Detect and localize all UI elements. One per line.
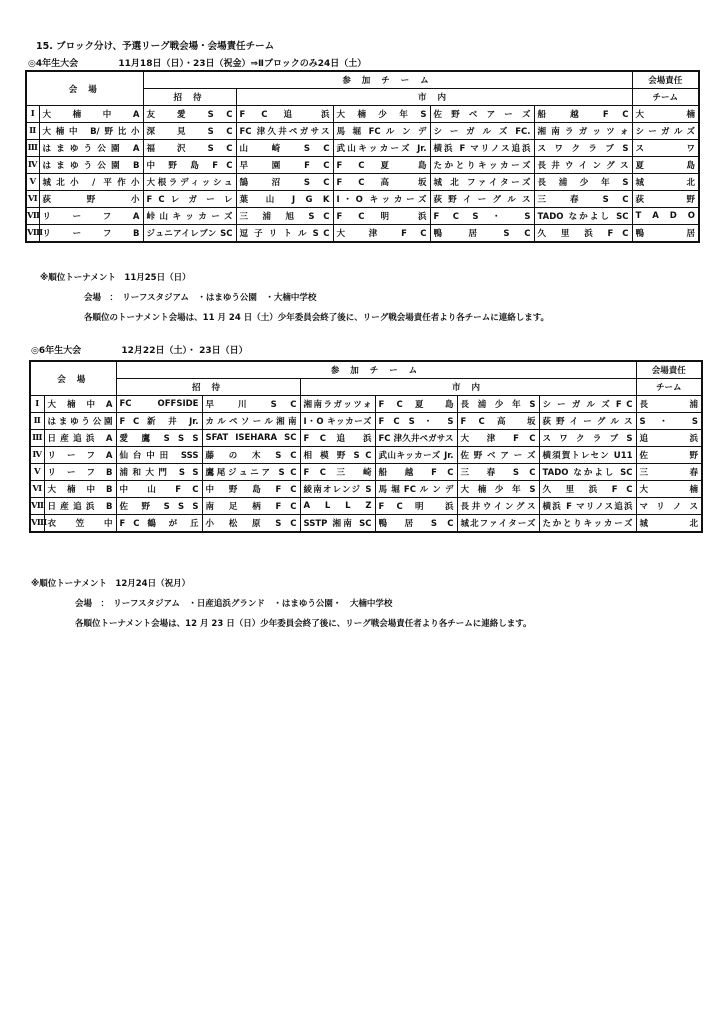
city-team: 武山キッカーズ Jr. (375, 447, 457, 464)
block-number: Ⅰ (26, 106, 39, 123)
invited-team: 浦和大門 S S (116, 464, 202, 481)
city-team: F C S ・ S (375, 413, 457, 430)
city-team: FC 津久井ペガサス (236, 123, 333, 140)
venue-cell: 大楠中 B/野比小 (39, 123, 143, 140)
responsible-team: ス ワ (632, 140, 699, 157)
city-team: たかとりキッカーズ (430, 157, 534, 174)
table-row (26, 106, 699, 123)
city-team: 相 模 野 S C (300, 447, 375, 464)
city-team: 荻 野 イ ー グ ル ス (539, 413, 636, 430)
block-number: Ⅱ (26, 123, 39, 140)
city-team: 綾南オレンジ S (300, 481, 375, 498)
responsible-team: 大 楠 (636, 481, 702, 498)
city-team: シ ー ガ ル ズ FC. (430, 123, 534, 140)
city-team: ス ワ ク ラ ブ S (534, 140, 632, 157)
venue-cell: リ ー フ B (39, 225, 143, 243)
grade4-notes (40, 268, 549, 328)
city-team: 久 里 浜 F C (539, 481, 636, 498)
city-team: 長 浦 少 年 S (534, 174, 632, 191)
invited-team: F C 新 井 Jr. (116, 413, 202, 430)
participants-header: 参 加 チ ー ム (116, 361, 636, 379)
invited-team: 峠山キッカーズ (143, 208, 236, 225)
city-team: TADO なかよし SC (534, 208, 632, 225)
city-team: F C 高 坂 (333, 174, 430, 191)
responsible-team: マ リ ノ ス (636, 498, 702, 515)
city-team: TADO なかよし SC (539, 464, 636, 481)
block-number: Ⅳ (30, 447, 44, 464)
responsible-team: 城 北 (632, 174, 699, 191)
city-team: 三 春 S C (534, 191, 632, 208)
city-team: F C 明 浜 (333, 208, 430, 225)
city-team: ス ワ ク ラ ブ S (539, 430, 636, 447)
grade6-venues-note: 会場 ： リーフスタジアム ・日産追浜グランド ・はまゆう公園・ 大楠中学校 (75, 599, 393, 609)
invited-team: 友 愛 S C (143, 106, 236, 123)
invited-team: 中 野 島 F C (143, 157, 236, 174)
venue-cell: はまゆう公園 A (39, 140, 143, 157)
venue-cell: 日産追浜 A (44, 430, 116, 447)
invited-team: 鷹尾ジュニア S C (202, 464, 300, 481)
responsible-team: 長 浦 (636, 396, 702, 413)
responsible-team: 荻 野 (632, 191, 699, 208)
invited-team: 小 松 原 S C (202, 515, 300, 533)
block-number: Ⅳ (26, 157, 39, 174)
city-team: 横須賀トレセン U11 (539, 447, 636, 464)
city-team: 荻 野 イ ー グ ル ス (430, 191, 534, 208)
table-row (30, 447, 702, 464)
city-team: F C 明 浜 (375, 498, 457, 515)
grade6-title-line (31, 343, 248, 356)
table-row (30, 481, 702, 498)
grade6-notes (31, 574, 532, 634)
city-team: 長 井 ウ イ ン グ ス (534, 157, 632, 174)
city-team: F C 追 浜 (300, 430, 375, 447)
city-team: 早 園 F C (236, 157, 333, 174)
grade4-contact-note: 各順位のトーナメント会場は、11 月 24 日（土）少年委員会終了後に、リーグ戦会場責任者より各チームに連絡します。 (84, 313, 550, 323)
table-row (26, 140, 699, 157)
city-team: 三 浦 旭 S C (236, 208, 333, 225)
city-team: 湘南ラガッツォ (300, 396, 375, 413)
table-row (30, 464, 702, 481)
city-header: 市 内 (300, 379, 636, 396)
city-team: シ ー ガ ル ズ F C (539, 396, 636, 413)
city-team: 鵠 沼 S C (236, 174, 333, 191)
table-row (26, 174, 699, 191)
invited-team: 愛 鷹 S S S (116, 430, 202, 447)
city-team: SSTP 湘南 SC (300, 515, 375, 533)
invited-team: 仙台中田 SSS (116, 447, 202, 464)
block-number: Ⅵ (30, 481, 44, 498)
invited-team: ジュニアイレブン SC (143, 225, 236, 243)
city-team: F C 夏 島 (333, 157, 430, 174)
venue-cell: 日産追浜 B (44, 498, 116, 515)
city-team: 佐 野 ベ ア ー ズ (457, 447, 539, 464)
table-row (30, 515, 702, 533)
invited-team: 南 足 柄 F C (202, 498, 300, 515)
invited-team: FC OFFSIDE (116, 396, 202, 413)
grade4-title: ◎4年生大会 (28, 59, 79, 69)
city-team: 三 春 S C (457, 464, 539, 481)
city-team: F C 夏 島 (375, 396, 457, 413)
city-team: 城北ファイターズ (457, 515, 539, 533)
grade6-contact-note: 各順位トーナメント会場は、12 月 23 日（日）少年委員会終了後に、リーグ戦会場責任者より各チームに連絡します。 (75, 619, 532, 629)
responsible-header-2: チーム (636, 379, 702, 396)
block-number: Ⅲ (30, 430, 44, 447)
responsible-team: シーガルズ (632, 123, 699, 140)
grade4-venues-note: 会場 ： リーフスタジアム ・はまゆう公園 ・大楠中学校 (84, 293, 317, 303)
city-team: 馬 堀 FC ル ン デ (375, 481, 457, 498)
invited-team: 中 野 島 F C (202, 481, 300, 498)
block-number: Ⅴ (26, 174, 39, 191)
city-team: F C 三 崎 (300, 464, 375, 481)
city-team: 城 北 ファイターズ (430, 174, 534, 191)
venue-header: 会 場 (30, 361, 116, 396)
city-team: FC 津久井ペガサス (375, 430, 457, 447)
city-team: 船 越 F C (375, 464, 457, 481)
venue-cell: 城北小 / 平作小 (39, 174, 143, 191)
block-number: Ⅶ (30, 498, 44, 515)
table-row (26, 208, 699, 225)
city-team: F C 追 浜 (236, 106, 333, 123)
city-team: 葉 山 J G K (236, 191, 333, 208)
city-team: 鴨 居 S C (430, 225, 534, 243)
venue-cell: 大 楠 中 A (39, 106, 143, 123)
city-team: 山 崎 S C (236, 140, 333, 157)
block-number: Ⅰ (30, 396, 44, 413)
block-number: Ⅲ (26, 140, 39, 157)
city-team: A L L Z (300, 498, 375, 515)
block-number: Ⅶ (26, 208, 39, 225)
grade6-title: ◎6年生大会 (31, 346, 82, 356)
city-team: I・O キッカーズ (333, 191, 430, 208)
responsible-team: 城 北 (636, 515, 702, 533)
block-number: Ⅱ (30, 413, 44, 430)
invited-team: 福 沢 S C (143, 140, 236, 157)
city-team: 横浜 F マリノス追浜 (430, 140, 534, 157)
city-team: 船 越 F C (534, 106, 632, 123)
city-team: I・O キッカーズ (300, 413, 375, 430)
block-number: Ⅴ (30, 464, 44, 481)
grade6-dates: 12月22日（土）・ 23日（日） (121, 346, 248, 356)
invited-team: 深 見 S C (143, 123, 236, 140)
table-row (26, 123, 699, 140)
block-number: Ⅷ (30, 515, 44, 533)
city-team: 久 里 浜 F C (534, 225, 632, 243)
table-row (30, 413, 702, 430)
city-team: 横浜 F マリノス追浜 (539, 498, 636, 515)
city-team: 鴨 居 S C (375, 515, 457, 533)
venue-cell: はまゆう公園 B (39, 157, 143, 174)
city-team: 長井ウイングス (457, 498, 539, 515)
responsible-team: T A D O (632, 208, 699, 225)
venue-cell: はまゆう公園 (44, 413, 116, 430)
city-team: 武山キッカーズ Jr. (333, 140, 430, 157)
invited-team: 中 山 F C (116, 481, 202, 498)
city-team: 大 津 F C (457, 430, 539, 447)
grade6-table (29, 360, 703, 533)
city-team: 湘 南 ラ ガ ッ ツ ォ (534, 123, 632, 140)
venue-cell: リ ー フ A (44, 447, 116, 464)
venue-cell: リ ー フ A (39, 208, 143, 225)
invited-header: 招 待 (143, 89, 236, 106)
grade6-tournament-note: ※順位トーナメント 12月24日（祝月） (31, 579, 191, 589)
grade4-title-line (28, 56, 366, 69)
venue-cell: リ ー フ B (44, 464, 116, 481)
section-heading: 15. ブロック分け、予選リーグ戦会場・会場責任チーム (36, 41, 275, 52)
city-team: 大 楠 少 年 S (333, 106, 430, 123)
invited-team: 大根ラディッシュ (143, 174, 236, 191)
grade4-tournament-note: ※順位トーナメント 11月25日（日） (40, 273, 191, 283)
responsible-team: S ・ S (636, 413, 702, 430)
table-row (26, 157, 699, 174)
city-team: 大 楠 少 年 S (457, 481, 539, 498)
venue-header: 会 場 (26, 71, 143, 106)
invited-team: F C レ ガ ー レ (143, 191, 236, 208)
grade4-table (25, 70, 700, 243)
city-team: たかとりキッカーズ (539, 515, 636, 533)
city-team: 佐 野 ベ ア ー ズ (430, 106, 534, 123)
responsible-team: 鴨 居 (632, 225, 699, 243)
city-team: F C 高 坂 (457, 413, 539, 430)
invited-team: 早 川 S C (202, 396, 300, 413)
block-number: Ⅵ (26, 191, 39, 208)
city-team: 逗 子 リ ト ル S C (236, 225, 333, 243)
participants-header: 参 加 チ ー ム (143, 71, 632, 89)
table-row (30, 430, 702, 447)
responsible-team: 佐 野 (636, 447, 702, 464)
city-team: 大 津 F C (333, 225, 430, 243)
venue-cell: 荻 野 小 (39, 191, 143, 208)
table-row (26, 191, 699, 208)
invited-team: 佐 野 S S S (116, 498, 202, 515)
responsible-header-2: チーム (632, 89, 699, 106)
table-row (26, 225, 699, 243)
table-row (30, 396, 702, 413)
venue-cell: 衣 笠 中 (44, 515, 116, 533)
invited-header: 招 待 (116, 379, 300, 396)
invited-team: F C 鶴 が 丘 (116, 515, 202, 533)
responsible-team: 三 春 (636, 464, 702, 481)
city-team: 長 浦 少 年 S (457, 396, 539, 413)
invited-team: 藤 の 木 S C (202, 447, 300, 464)
responsible-team: 追 浜 (636, 430, 702, 447)
table-row (30, 498, 702, 515)
responsible-header-1: 会場責任 (636, 361, 702, 379)
invited-team: SFAT ISEHARA SC (202, 430, 300, 447)
city-header: 市 内 (236, 89, 632, 106)
block-number: Ⅷ (26, 225, 39, 243)
city-team: 馬 堀 FC ル ン デ (333, 123, 430, 140)
responsible-team: 大 楠 (632, 106, 699, 123)
city-team: F C S ・ S (430, 208, 534, 225)
invited-team: カルペソール湘南 (202, 413, 300, 430)
grade4-dates: 11月18日（日）・23日（祝金）⇒Ⅱブロックのみ24日（土） (118, 59, 367, 69)
responsible-team: 夏 島 (632, 157, 699, 174)
responsible-header-1: 会場責任 (632, 71, 699, 89)
venue-cell: 大 楠 中 B (44, 481, 116, 498)
venue-cell: 大 楠 中 A (44, 396, 116, 413)
